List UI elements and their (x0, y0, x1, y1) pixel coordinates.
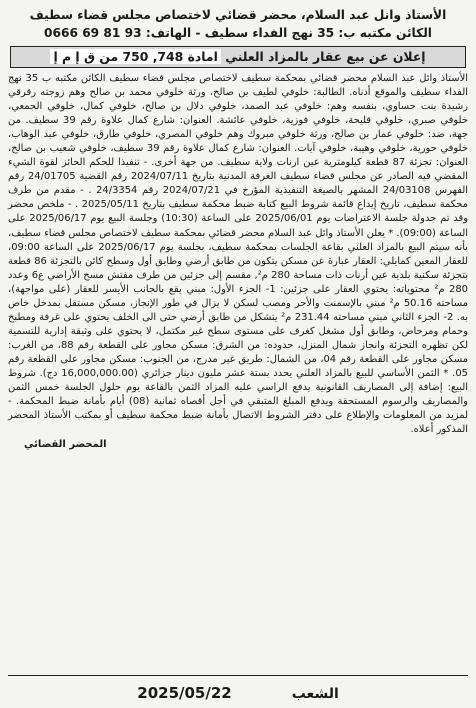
bailiff-name-line: الأستاذ وانل عبد السلام، محضر قضائي لاختصاص مجلس قضاء سطيف (29, 8, 447, 22)
signature: المحضر القضائي (24, 439, 107, 451)
publication-name: الشعب (291, 686, 339, 702)
publication-date: 2025/05/22 (137, 684, 232, 702)
announcement-title (10, 46, 466, 68)
announcement-title-text: إعلان عن بيع عقار بالمزاد العلني (225, 49, 426, 64)
announcement-legal-reference: امادة 748, 750 من ق إ م إ (50, 49, 220, 64)
publication-footer (8, 675, 468, 702)
announcement-paragraph: الأستاذ وائل عبد السلام محضر قضائي بمحكمة سطيف لاختصاص مجلس قضاء سطيف الكائن مكتبه ب 35 نهج الفداء سطيف والموقع أدناه. الطالبة: خلوفي لطيف بن صالح، ورثة خلوفي محمد بن صالح وهم زوجته رقرقي رشيدة بنت حساوي، بنفسه وهم: خلوفي عبد الصمد، خلوفي دلال بن صالح، خلوفي كمال، خلوفي الجمعي، خلوفي صبري، خلوفي قليحة، خلوفي فوزية، خلوفي عائشة. العنوان: شارع كمال علاوة رقم 39 سطيف. من جهة، ضد: خلوفي عمار بن صالح، ورثة خلوفي مبروك وهم خلوفي المصري، خلوفي طارق، خلوفي عبد الوهاب، خلوفي حورية، خلوفي وهيبة، خلوفي آيات. العنوان: شارع كمال علاوة رقم 39 سطيف، خلوفي شعيب بن صالح، العنوان: تجزئة 87 قطعة كيلومترية عين ارنات ولاية سطيف. من جهة أخرى. - تنفيذا للحكم الحائز لقوة الشيء المقضي فيه الصادر عن مجلس قضاء سطيف الغرفة المدنية بتاريخ 2024/07/11 رقم القضية 24/01705 رقم الفهرس 24/03108 المشهر بالصيغة التنفيذية المؤرخ في 2024/07/21 رقم 24/3354 . - مقدم من طرف محكمة سطيف، تاريخ إيداع قائمة شروط البيع كتابة ضبط محكمة سطيف بتاريخ 2025/05/11 . - ملخص محضر وقد تم جدولة جلسة الاعتراضات يوم 2025/06/01 على الساعة (10:30) وجلسة البيع يوم 2025/06/17 على الساعة (09:00). * يعلن الأستاذ وائل عبد السلام محضر قضائي بمحكمة سطيف لاختصاص مجلس قضاء سطيف، بأنه سيتم البيع بالمزاد العلني بقاعة الجلسات بمحكمة سطيف، بجلسة يوم 2025/06/17 على الساعة 09:00، للعقار المعين كمايلي: العقار عبارة عن مسكن يتكون من طابق أرضي وطابق أول وسطح كائن بالتجزئة 86 قطعة بتجزئة سكنية بلدية عين أرنات ذات مساحة 280 م², مقسم إلى جزئين من طرف مفتش مسح الأراضي ع6 وعدد 280 م² محتوياته: يحتوي العقار على جزئين: 1- الجزء الأول: مبني يقع بالجانب الأيسر للعقار (على مواجهة)، مساحته 50.16 م² مبني بالإسمنت والأجر ومصب لسكن لا يزال في طور الإنجاز، مسكن مستقل بمدخل خاص به. 2- الجزء الثاني مبني مساحته 231.44 م² يتشكل من طابق أرضي حتى الى الخلف يحتوي على غرفة ومطبخ وحمام ومرحاض، وطابق أول مشغل كغرف على مستوى سطح غير مكتمل، لا يحتوي على وثيقة إدارية للتسمية لكن تظهره التجزئة وانجاز شمال المنزل، حدوده: من الشرق: مسكن مجاور على القطعة رقم 88، من الغرب: مسكن مجاور على القطعة رقم 04، من الشمال: طريق غير مدرج، من الجنوب: مسكن مجاور على القطعة رقم 05. * الثمن الأساسي للبيع بالمزاد العلني يحدد بستة عشر مليون دينار جزائري (16,000,000.00 دج). شروط البيع: إضافة إلى المصاريف القانونية يدفع الراسي عليه المزاد الثمن بالقاعة يوم حلول الجلسة خمس الثمن والمصاريف والرسوم المستحقة ويدفع المبلغ المتبقي في أجل أقصاه ثمانية (08) أيام بأمانة ضبط المحكمة. - لمزيد من المعلومات والإطلاع على دفتر الشروط الاتصال بأمانة ضبط محكمة سطيف أو بمكتب الأستاذ المحضر المذكور أعلاه. (8, 73, 469, 436)
bailiff-header (8, 6, 468, 42)
bailiff-address-line: الكائن مكتبه ب: 35 نهج الفداء سطيف - الهاتف: 93 81 69 0666 (44, 26, 432, 40)
announcement-body (8, 72, 468, 437)
